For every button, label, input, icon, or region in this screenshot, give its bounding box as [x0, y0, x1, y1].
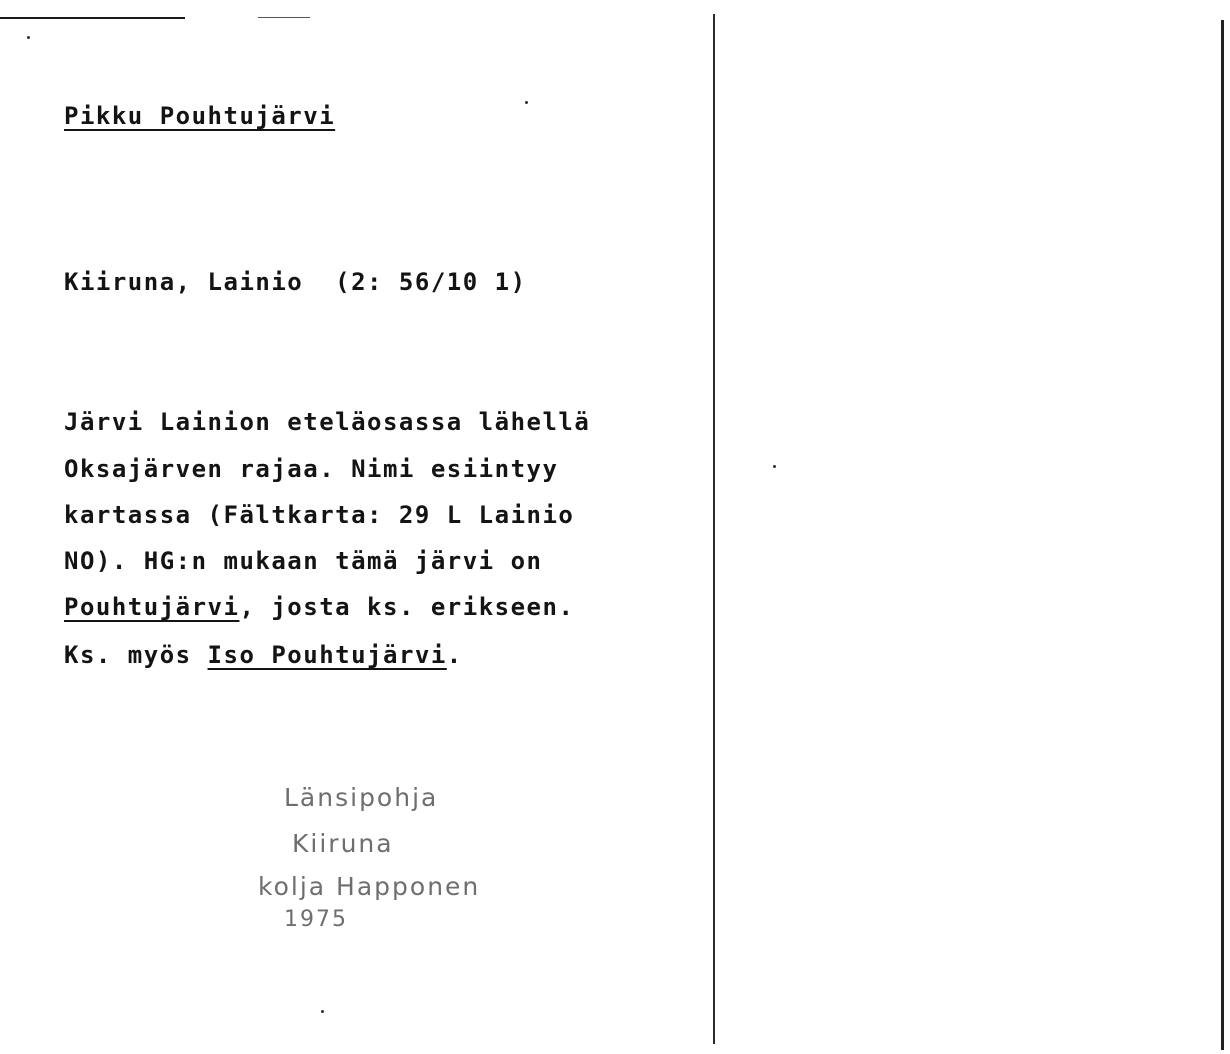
- body-line: Järvi Lainion eteläosassa lähellä: [64, 408, 591, 436]
- speck: [321, 1010, 324, 1013]
- speck: [27, 36, 30, 39]
- body-line: Oksajärven rajaa. Nimi esiintyy: [64, 455, 559, 483]
- top-rule-short: [258, 17, 310, 18]
- card-title: Pikku Pouhtujärvi: [64, 102, 336, 130]
- stamp-collector: kolja Happonen: [258, 872, 481, 901]
- body-line: kartassa (Fältkarta: 29 L Lainio: [64, 501, 575, 529]
- body-text: , josta ks. erikseen.: [239, 593, 575, 621]
- body-text: Ks. myös: [64, 641, 208, 669]
- speck: [525, 101, 528, 104]
- cross-reference-link[interactable]: Pouhtujärvi: [64, 593, 240, 621]
- stamp-year: 1975: [284, 907, 348, 932]
- body-text: .: [446, 641, 463, 669]
- right-edge-border: [1221, 20, 1224, 1050]
- cross-reference-link[interactable]: Iso Pouhtujärvi: [207, 641, 447, 669]
- body-line: [64, 593, 574, 621]
- stamp-municipality: Kiiruna: [292, 829, 394, 858]
- card-divider: [713, 14, 715, 1044]
- body-line: NO). HG:n mukaan tämä järvi on: [64, 547, 543, 575]
- location-line: Kiiruna, Lainio (2: 56/10 1): [64, 268, 527, 296]
- body-line: [64, 641, 463, 669]
- stamp-region: Länsipohja: [284, 783, 439, 812]
- speck: [773, 465, 776, 468]
- top-rule: [0, 17, 185, 19]
